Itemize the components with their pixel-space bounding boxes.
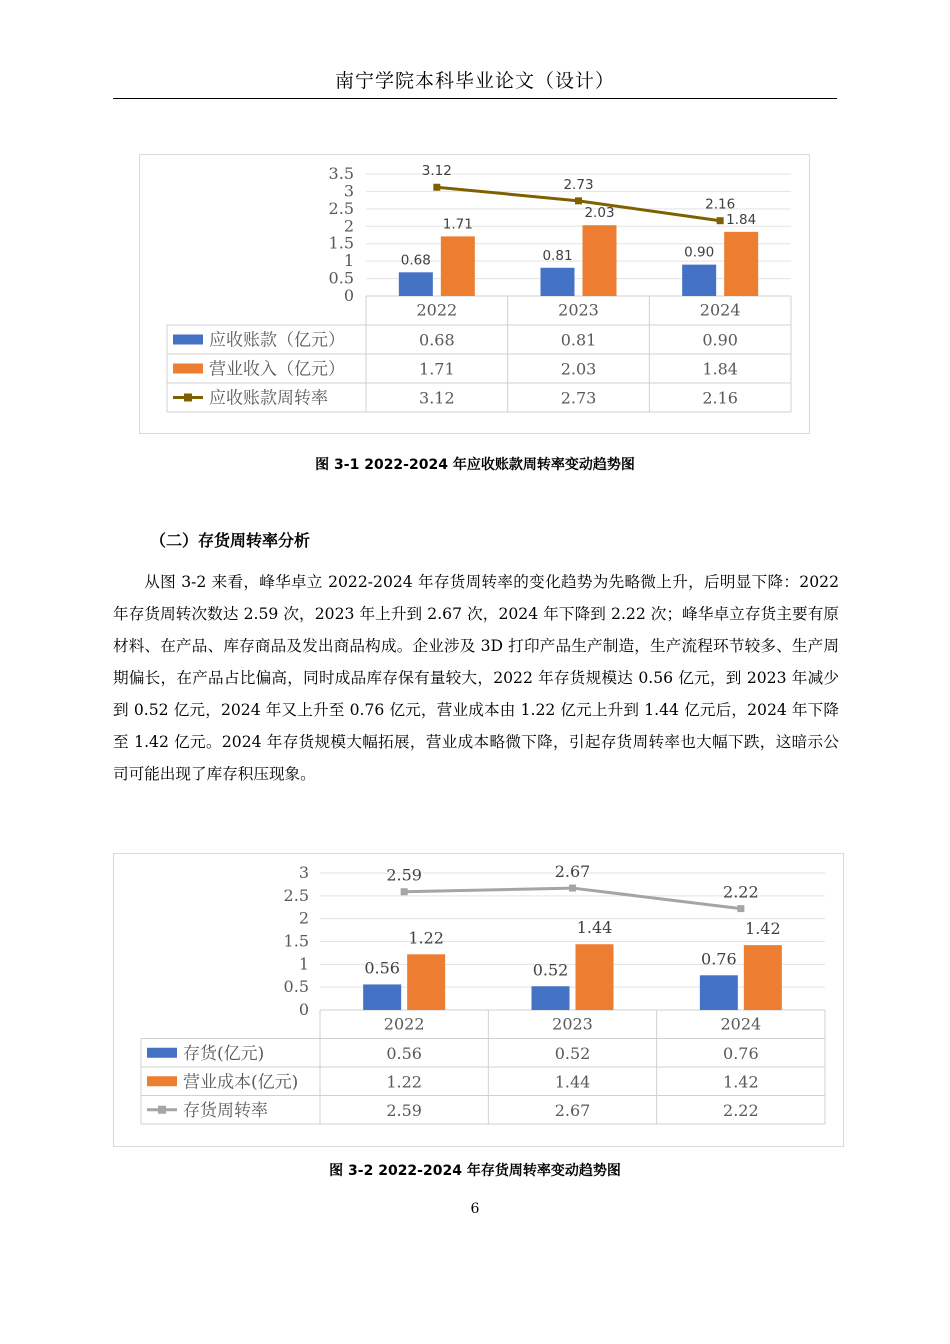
- section-heading: （二）存货周转率分析: [150, 531, 311, 550]
- y-tick-label: 2.5: [283, 885, 309, 905]
- data-label: 3.12: [421, 163, 452, 180]
- table-value: 1.22: [386, 1072, 422, 1092]
- bar: [363, 984, 401, 1010]
- data-label: 1.42: [745, 919, 781, 939]
- y-tick-label: 1: [343, 251, 354, 271]
- line-marker: [401, 888, 408, 895]
- data-label: 2.16: [705, 196, 736, 213]
- legend-key: [147, 1076, 177, 1086]
- line-marker: [575, 197, 582, 204]
- legend-label: 营业成本(亿元): [183, 1072, 299, 1093]
- figure-1: [139, 154, 810, 434]
- category-label: 2022: [383, 1014, 425, 1034]
- table-value: 1.42: [723, 1072, 759, 1092]
- legend-label: 存货(亿元): [183, 1043, 265, 1064]
- table-value: 1.84: [702, 359, 738, 379]
- line-marker: [433, 184, 440, 191]
- y-tick-label: 0.5: [283, 977, 309, 997]
- bar: [744, 945, 782, 1010]
- table-value: 3.12: [419, 388, 455, 408]
- table-value: 0.76: [723, 1043, 759, 1063]
- bar: [583, 225, 617, 296]
- y-tick-label: 2: [298, 908, 309, 928]
- legend-key: [173, 364, 203, 374]
- y-tick-label: 0.5: [328, 268, 354, 288]
- figure-2-caption: 图 3-2 2022-2024 年存货周转率变动趋势图: [329, 1163, 621, 1179]
- table-value: 0.68: [419, 330, 455, 350]
- data-label: 0.56: [364, 958, 400, 978]
- y-tick-label: 3: [343, 181, 354, 201]
- data-label: 0.52: [532, 960, 569, 980]
- data-label: 2.73: [563, 176, 594, 193]
- y-tick-label: 1.5: [283, 931, 309, 951]
- legend-label: 存货周转率: [183, 1100, 268, 1121]
- body-paragraph: [113, 566, 839, 790]
- line-marker: [737, 905, 744, 912]
- bar: [532, 986, 570, 1010]
- header-rule: [113, 98, 837, 99]
- data-label: 1.22: [408, 928, 444, 948]
- bar: [682, 265, 716, 296]
- data-label: 1.84: [726, 211, 757, 228]
- figure-2-chart: [113, 853, 844, 1147]
- category-label: 2023: [558, 300, 599, 320]
- table-value: 2.16: [702, 388, 738, 408]
- figure-1-caption: 图 3-1 2022-2024 年应收账款周转率变动趋势图: [315, 457, 635, 473]
- page-number: 6: [470, 1201, 480, 1217]
- bar: [576, 944, 614, 1010]
- table-value: 2.67: [554, 1100, 591, 1120]
- figure-1-chart: [139, 154, 810, 434]
- table-value: 0.56: [386, 1043, 422, 1063]
- legend-key: [173, 335, 203, 345]
- table-value: 0.52: [554, 1043, 591, 1063]
- table-value: 2.73: [560, 388, 597, 408]
- y-tick-label: 3: [298, 863, 309, 882]
- legend-key-marker: [158, 1106, 166, 1114]
- line-marker: [717, 217, 724, 224]
- y-tick-label: 2: [343, 216, 354, 236]
- table-value: 2.59: [386, 1100, 422, 1120]
- data-label: 2.03: [584, 205, 615, 222]
- y-tick-label: 1.5: [328, 233, 354, 253]
- category-label: 2023: [552, 1014, 593, 1034]
- bar: [700, 975, 738, 1010]
- legend-key: [147, 1048, 177, 1058]
- table-value: 1.71: [419, 359, 455, 379]
- legend-label: 应收账款周转率: [209, 388, 328, 409]
- category-label: 2022: [416, 300, 458, 320]
- data-label: 2.67: [554, 862, 591, 882]
- table-value: 0.81: [560, 330, 597, 350]
- bar: [541, 268, 575, 296]
- table-value: 0.90: [702, 330, 738, 350]
- data-label: 1.71: [442, 216, 473, 233]
- legend-key-marker: [184, 394, 192, 402]
- page-header-title: 南宁学院本科毕业论文（设计）: [334, 70, 615, 92]
- data-label: 2.59: [386, 865, 422, 885]
- data-label: 0.76: [701, 949, 737, 969]
- line-marker: [569, 885, 576, 892]
- y-tick-label: 0: [343, 286, 354, 305]
- y-tick-label: 2.5: [328, 198, 354, 218]
- bar: [399, 272, 433, 296]
- bar: [724, 232, 758, 296]
- data-label: 0.90: [684, 244, 715, 261]
- data-label: 0.68: [400, 252, 431, 269]
- bar: [407, 954, 445, 1010]
- y-tick-label: 3.5: [328, 164, 354, 183]
- legend-label: 应收账款（亿元）: [209, 330, 345, 351]
- bar: [441, 236, 475, 296]
- table-value: 2.22: [723, 1100, 759, 1120]
- y-tick-label: 0: [298, 1000, 309, 1019]
- paragraph-text: 从图 3-2 来看，峰华卓立 2022-2024 年存货周转率的变化趋势为先略微上升，后明显下降：2022 年存货周转次数达 2.59 次，2023 年上升到 2.67 次，2024 年下降到 2.22 次；峰华卓立存货主要有原材料、在产品、库存商品及发出商品构成。企业涉及 3D 打印产品生产制造，生产流程环节较多、生产周期偏长，在产品占比偏高，同时成品库存保有量较大，2022 年存货规模达 0.56 亿元，到 2023 年减少到 0.52 亿元，2024 年又上升至 0.76 亿元，营业成本由 1.22 亿元上升到 1.44 亿元后，2024 年下降至 1.42 亿元。2024 年存货规模大幅拓展，营业成本略微下降，引起存货周转率也大幅下跌，这暗示公司可能出现了库存积压现象。: [113, 573, 839, 783]
- data-label: 1.44: [576, 918, 613, 938]
- y-tick-label: 1: [298, 954, 309, 974]
- table-value: 2.03: [560, 359, 597, 379]
- legend-label: 营业收入（亿元）: [209, 359, 345, 380]
- category-label: 2024: [720, 1014, 762, 1034]
- data-label: 2.22: [723, 882, 759, 902]
- figure-2: [113, 853, 844, 1147]
- table-value: 1.44: [554, 1072, 591, 1092]
- category-label: 2024: [699, 300, 741, 320]
- data-label: 0.81: [542, 247, 573, 264]
